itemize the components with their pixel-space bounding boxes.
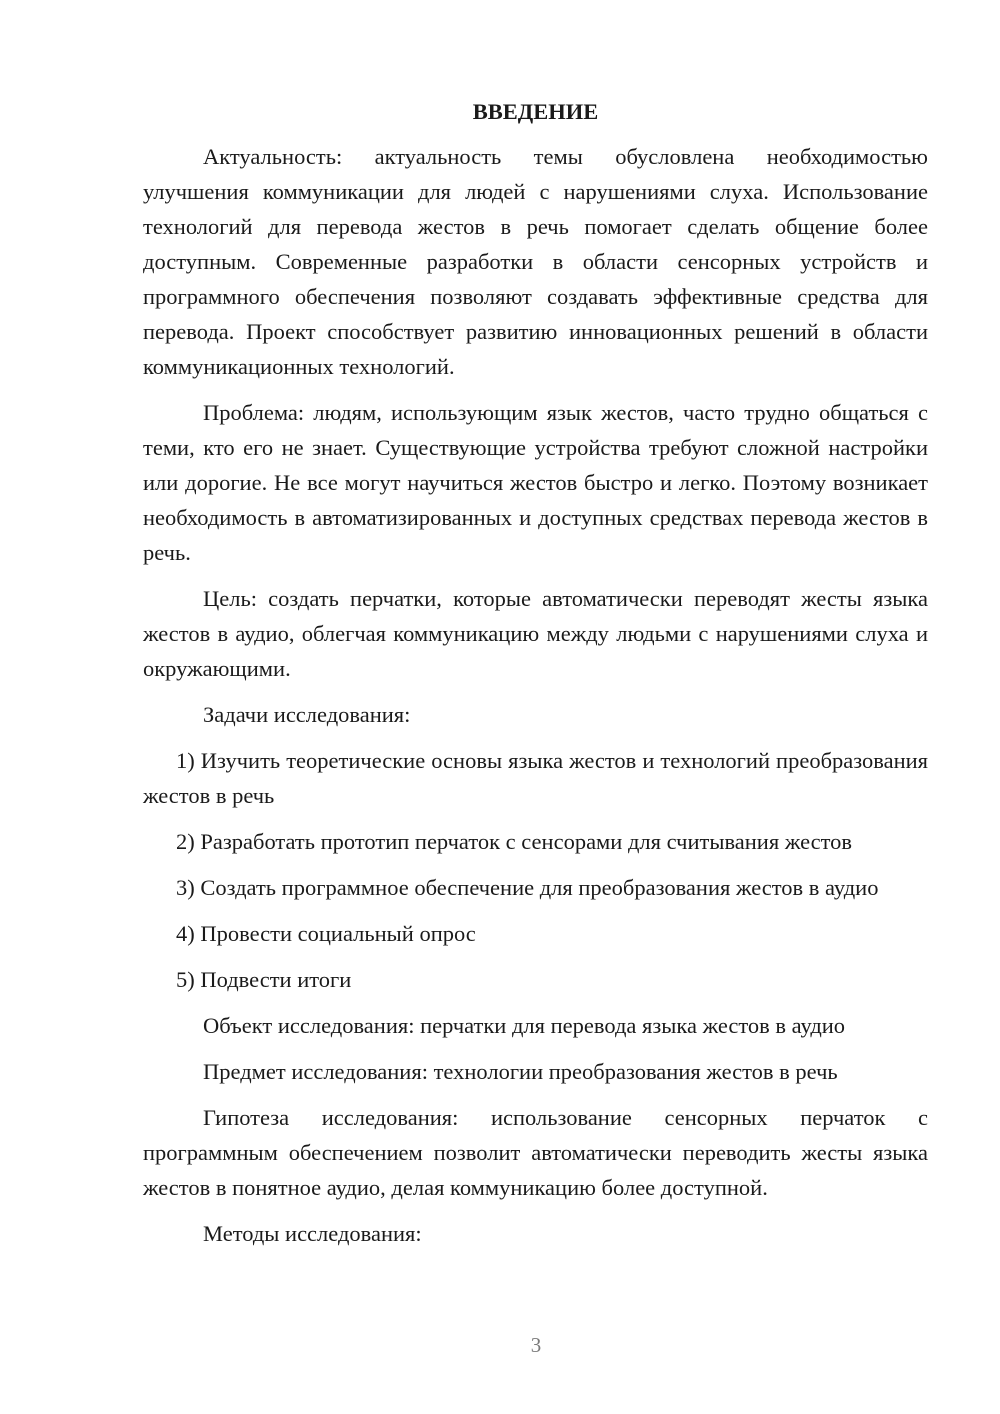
paragraph-object: Объект исследования: перчатки для перевода языка жестов в аудио [203, 1013, 846, 1038]
section-title: ВВЕДЕНИЕ [472, 99, 599, 124]
paragraph-subject: Предмет исследования: технологии преобразования жестов в речь [203, 1059, 838, 1084]
task-item-4: 4) Провести социальный опрос [176, 921, 476, 946]
page-body [143, 94, 928, 1262]
paragraph-relevance: Актуальность: актуальность темы обусловлена необходимостью улучшения коммуникации для людей с нарушениями слуха. Использование технологий для перевода жестов в речь помогает сделать общение более доступным. Современные разработки в области сенсорных устройств и программного обеспечения позволяют создавать эффективные средства для перевода. Проект способствует развитию инновационных решений в области коммуникационных технологий. [143, 144, 928, 379]
paragraph-problem: Проблема: людям, использующим язык жестов, часто трудно общаться с теми, кто его не знает. Существующие устройства требуют сложной настройки или дорогие. Не все могут научиться жестов быстро и легко. Поэтому возникает необходимость в автоматизированных и доступных средствах перевода жестов в речь. [143, 400, 928, 565]
methods-heading: Методы исследования: [203, 1221, 422, 1246]
tasks-heading: Задачи исследования: [203, 702, 411, 727]
page-number: 3 [530, 1333, 542, 1357]
task-item-1: 1) Изучить теоретические основы языка жестов и технологий преобразования жестов в речь [143, 748, 928, 808]
task-item-3: 3) Создать программное обеспечение для преобразования жестов в аудио [176, 875, 879, 900]
paragraph-goal: Цель: создать перчатки, которые автоматически переводят жесты языка жестов в аудио, облегчая коммуникацию между людьми с нарушениями слуха и окружающими. [143, 586, 928, 681]
task-item-2: 2) Разработать прототип перчаток с сенсорами для считывания жестов [176, 829, 853, 854]
task-item-5: 5) Подвести итоги [176, 967, 352, 992]
paragraph-hypothesis: Гипотеза исследования: использование сенсорных перчаток с программным обеспечением позволит автоматически переводить жесты языка жестов в понятное аудио, делая коммуникацию более доступной. [143, 1105, 928, 1200]
